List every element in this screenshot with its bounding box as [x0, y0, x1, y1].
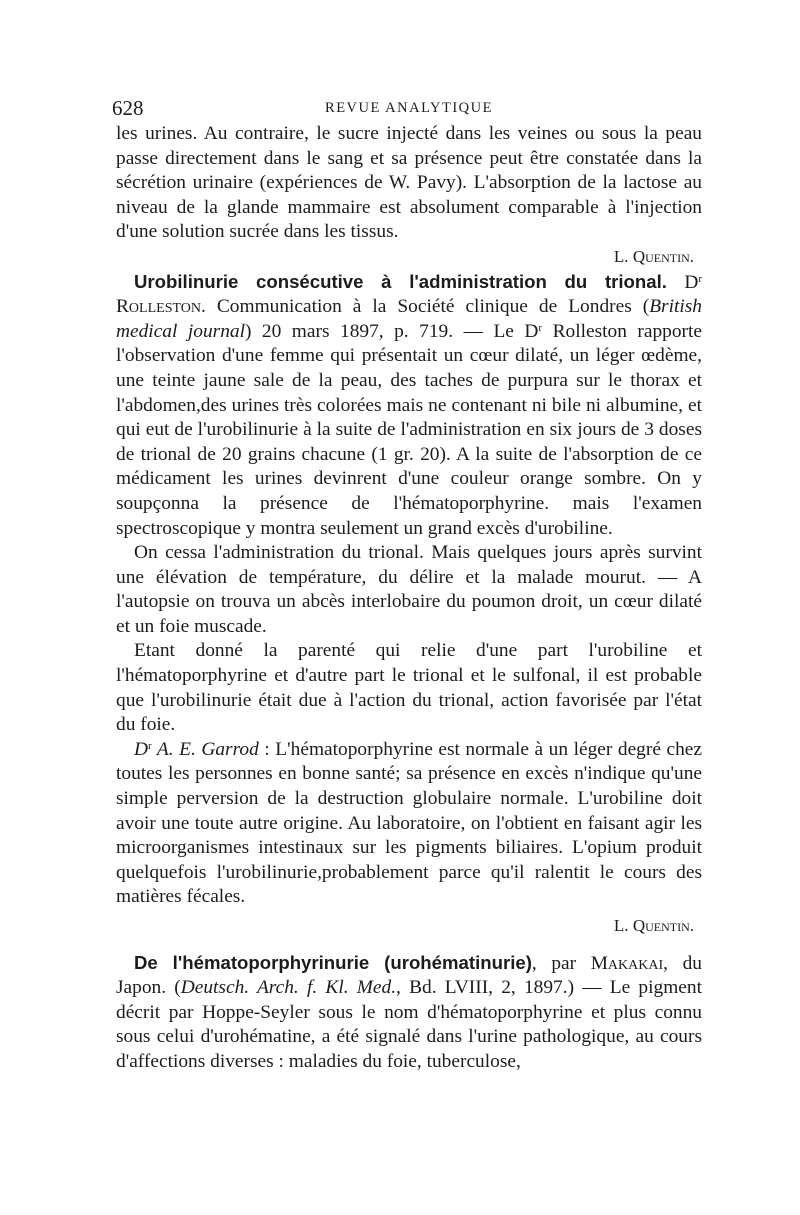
- signature-initial: L.: [613, 246, 629, 266]
- dr-abbrev: D: [684, 271, 699, 293]
- journal-name: British medical journal: [116, 296, 702, 342]
- dr-sup-2: r: [538, 321, 543, 334]
- paragraph-garrod: [116, 738, 702, 910]
- running-head: REVUE ANALYTIQUE: [325, 100, 493, 116]
- signature-1: [116, 245, 702, 270]
- paragraph-conclusion: Etant donné la parenté qui relie d'une part l'urobiline et l'hématoporphyrine et d'autre part le trional et le sulfonal, il est probable que l'urobilinurie était due à l'action du trional, action favorisée par l'état du foie.: [116, 640, 702, 736]
- article-trional: [116, 270, 702, 542]
- article-text-c: Rolleston rapporte l'observation d'une femme qui présentait un cœur dilaté, un léger œdème, une teinte jaune sale de la peau, des taches de purpura sur le thorax et l'abdomen,des urines très colorées mais ne contenant ni bile ni albumine, et qui eut de l'urobilinurie à la suite de l'administration en six jours de 3 doses de trional de 20 grains chacune (1 gr. 20). A la suite de l'absorption de ce médicament les urines devinrent d'une couleur orange sombre. On y soupçonna la présence de l'hématoporphyrine. mais l'examen spectroscopique y montra seulement un grand excès d'urobiline.: [116, 320, 702, 539]
- garrod-dr-sup: r: [148, 739, 152, 752]
- article-text-b: ) 20 mars 1897, p. 719. — Le D: [244, 320, 539, 342]
- garrod-text: : L'hématoporphyrine est normale à un léger degré chez toutes les personnes en bonne santé; sa présence en excès n'indique qu'une simple perversion de la destruction globulaire normale. L'urobiline doit avoir une toute autre origine. Au laboratoire, on l'obtient en faisant agir les microorganismes intestinaux sur les pigments biliaires. L'opium produit quelquefois l'urobilinurie,probablement parce qu'il ralentit le cours des matières fécales.: [116, 738, 703, 908]
- article2-text-b: du Japon. (: [116, 952, 702, 999]
- article2-text-a: , par: [531, 952, 591, 974]
- article2-text-c: , Bd. LVIII, 2, 1897.) — Le pigment décrit par Hoppe-Seyler sous le nom d'hématoporphyrine et plus connu sous celui d'urohématine, a été signalé dans l'urine pathologique, au cours d'affections diverses : maladies du foie, tuberculose,: [116, 977, 702, 1072]
- article-text-a: Communication à la Société clinique de Londres (: [205, 296, 650, 318]
- article2-author: Makakai,: [590, 952, 668, 974]
- page-number: 628: [112, 96, 144, 120]
- signature-2: [116, 914, 702, 939]
- page-header: [112, 92, 702, 122]
- paragraph-continuation: les urines. Au contraire, le sucre injecté dans les veines ou sous la peau passe directement dans le sang et sa présence peut être constatée dans la sécrétion urinaire (expériences de W. Pavy). L'absorption de la lactose au niveau de la glande mammaire est absolument comparable à l'injection d'une solution sucrée dans les tissus.: [116, 123, 702, 243]
- journal-name-2: Deutsch. Arch. f. Kl. Med.: [180, 977, 397, 999]
- article-author: Rolleston.: [116, 296, 206, 318]
- garrod-dr: D: [134, 738, 149, 760]
- article-hematoporphyrinurie: [116, 951, 702, 1075]
- article-title-2: De l'hématoporphyrinurie (urohématinurie): [134, 951, 532, 973]
- dr-sup: r: [698, 272, 703, 285]
- article-title: Urobilinurie consécutive à l'administration du trional.: [134, 270, 667, 292]
- signature-initial: L.: [613, 916, 629, 935]
- paragraph-autopsy: On cessa l'administration du trional. Mais quelques jours après survint une élévation de température, du délire et la malade mourut. — A l'autopsie on trouva un abcès interlobaire du poumon droit, un cœur dilaté et un foie muscade.: [116, 542, 702, 637]
- signature-name: Quentin.: [632, 246, 694, 266]
- garrod-name: A. E. Garrod: [151, 738, 259, 760]
- signature-name: Quentin.: [632, 916, 694, 935]
